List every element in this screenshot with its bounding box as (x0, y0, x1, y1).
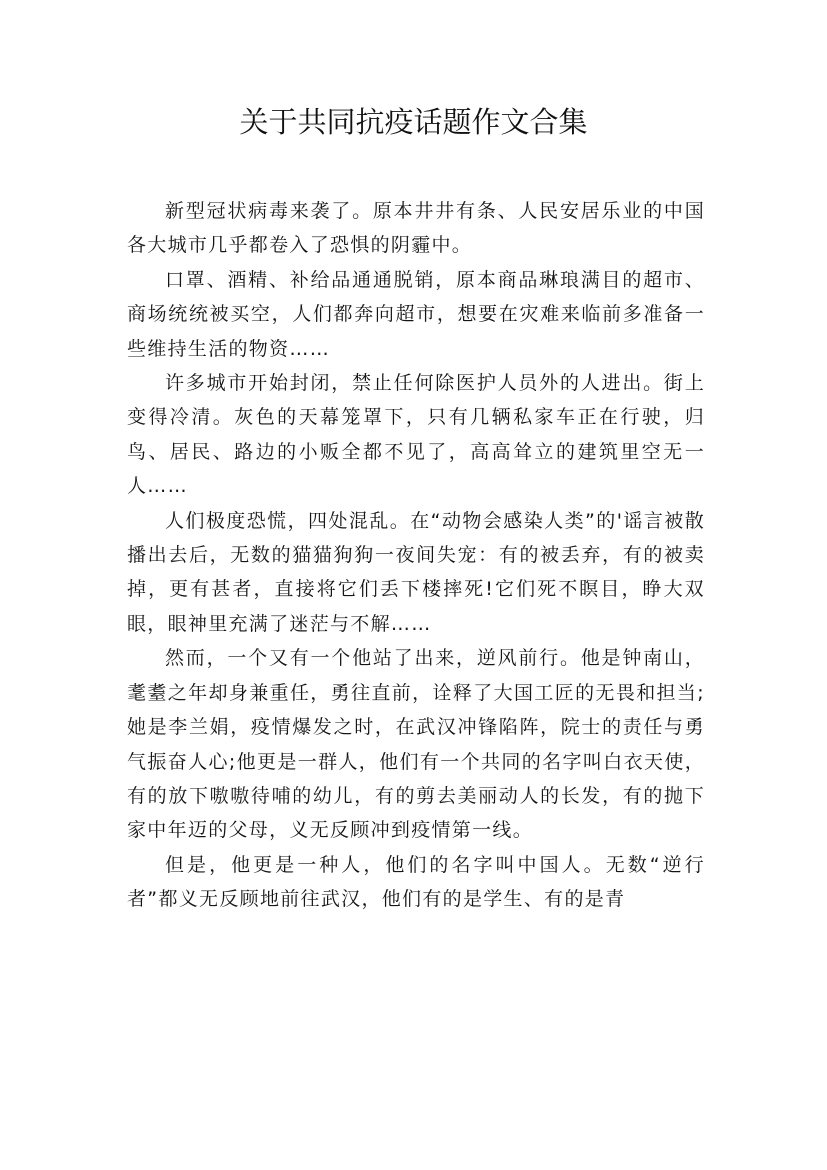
document-body (127, 194, 705, 917)
paragraph-6: 但是，他更是一种人，他们的名字叫中国人。无数“逆行者”都义无反顾地前往武汉，他们有的是学生、有的是青 (127, 853, 705, 911)
paragraph-5: 然而，一个又有一个他站了出来，逆风前行。他是钟南山，耄耋之年却身兼重任，勇往直前，诠释了大国工匠的无畏和担当;她是李兰娟，疫情爆发之时，在武汉冲锋陷阵，院士的责任与勇气振奋人心;他更是一群人，他们有一个共同的名字叫白衣天使，有的放下嗷嗷待哺的幼儿，有的剪去美丽动人的长发，有的抛下家中年迈的父母，义无反顾冲到疫情第一线。 (127, 647, 705, 842)
paragraph-3: 许多城市开始封闭，禁止任何除医护人员外的人进出。街上变得冷清。灰色的天幕笼罩下，只有几辆私家车正在行驶，归鸟、居民、路边的小贩全都不见了，高高耸立的建筑里空无一人…… (127, 372, 705, 498)
paragraph-2: 口罩、酒精、补给品通通脱销，原本商品琳琅满目的超市、商场统统被买空，人们都奔向超市，想要在灾难来临前多准备一些维持生活的物资…… (127, 268, 705, 360)
paragraph-4: 人们极度恐慌，四处混乱。在“动物会感染人类”的'谣言被散播出去后，无数的猫猫狗狗一夜间失宠：有的被丢弃，有的被卖掉，更有甚者，直接将它们丢下楼摔死!它们死不瞑目，睁大双眼，眼神里充满了迷茫与不解…… (127, 509, 705, 635)
document-title: 关于共同抗疫话题作文合集 (239, 105, 588, 139)
paragraph-1: 新型冠状病毒来袭了。原本井井有条、人民安居乐业的中国各大城市几乎都卷入了恐惧的阴霾中。 (127, 200, 705, 257)
